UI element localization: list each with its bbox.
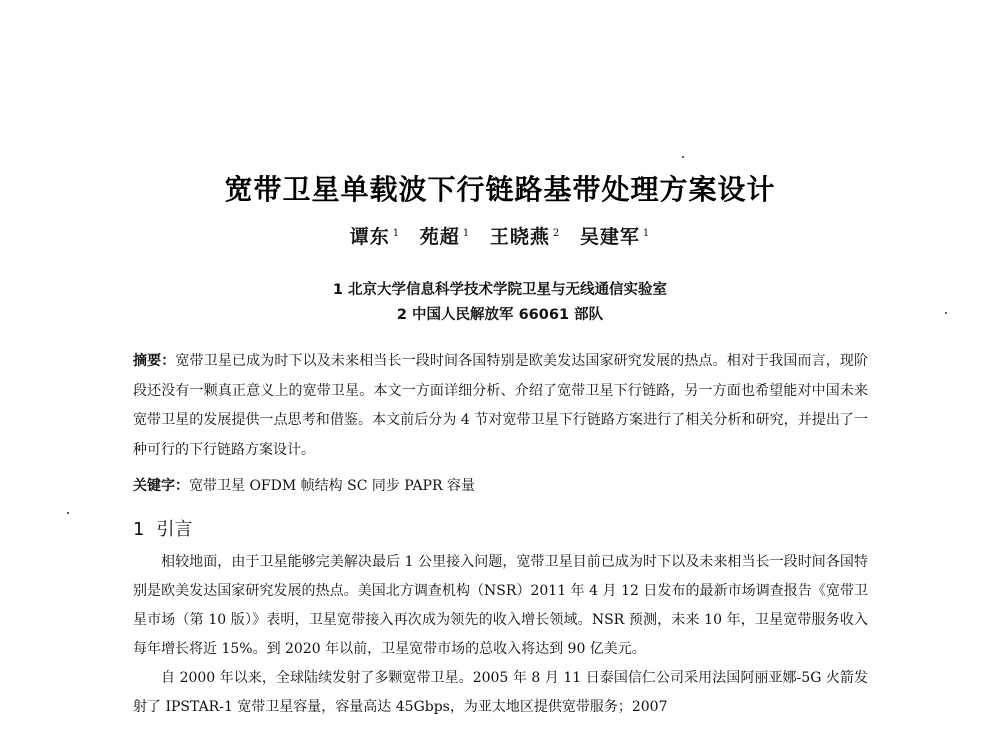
author-name: 苑超	[419, 226, 460, 248]
section-heading	[133, 515, 192, 541]
section-body	[133, 548, 868, 722]
author	[420, 226, 470, 248]
section-title: 引言	[156, 519, 193, 540]
keywords-text: 宽带卫星 OFDM 帧结构 SC 同步 PAPR 容量	[189, 478, 475, 494]
author-affil-mark: 1	[642, 227, 651, 239]
abstract	[133, 347, 868, 465]
affiliation-1: 1 北京大学信息科学技术学院卫星与无线通信实验室	[332, 282, 668, 298]
author-name: 吴建军	[579, 226, 640, 248]
author	[490, 226, 560, 248]
paragraph: 相较地面，由于卫星能够完美解决最后 1 公里接入问题，宽带卫星目前已成为时下以及未来相当长一段时间各国特别是欧美发达国家研究发展的热点。美国北方调查机构（NSR）2011 年 4 月 12 日发布的最新市场调查报告《宽带卫星市场（第 10 版）》表明，卫星宽带接入再次成为领先的收入增长领域。NSR 预测，未来 10 年，卫星宽带服务收入每年增长将近 15%。到 2020 年以前，卫星宽带市场的总收入将达到 90 亿美元。	[133, 554, 868, 657]
scan-speck	[67, 512, 69, 514]
scan-speck	[945, 312, 947, 314]
paper-title: 宽带卫星单载波下行链路基带处理方案设计	[224, 173, 776, 206]
abstract-label: 摘要：	[133, 353, 176, 369]
keywords-label: 关键字：	[133, 478, 189, 494]
abstract-text: 宽带卫星已成为时下以及未来相当长一段时间各国特别是欧美发达国家研究发展的热点。相对于我国而言，现阶段还没有一颗真正意义上的宽带卫星。本文一方面详细分析、介绍了宽带卫星下行链路，另一方面也希望能对中国未来宽带卫星的发展提供一点思考和借鉴。本文前后分为 4 节对宽带卫星下行链路方案进行了相关分析和研究，并提出了一种可行的下行链路方案设计。	[133, 353, 869, 458]
author-affil-mark: 2	[552, 227, 561, 239]
section-number: 1	[133, 519, 145, 540]
author-affil-mark: 1	[392, 227, 401, 239]
paragraph: 自 2000 年以来，全球陆续发射了多颗宽带卫星。2005 年 8 月 11 日泰国信仁公司采用法国阿丽亚娜-5G 火箭发射了 IPSTAR-1 宽带卫星容量，容量高达 45Gbps，为亚太地区提供宽带服务；2007	[133, 670, 868, 715]
affiliation-2: 2 中国人民解放军 66061 部队	[396, 307, 604, 323]
author	[580, 226, 650, 248]
author-name: 王晓燕	[489, 226, 550, 248]
keywords	[133, 474, 868, 498]
author-name: 谭东	[349, 226, 390, 248]
author-affil-mark: 1	[462, 227, 471, 239]
scan-speck	[682, 156, 684, 158]
author-list	[0, 222, 1000, 249]
author	[350, 226, 400, 248]
